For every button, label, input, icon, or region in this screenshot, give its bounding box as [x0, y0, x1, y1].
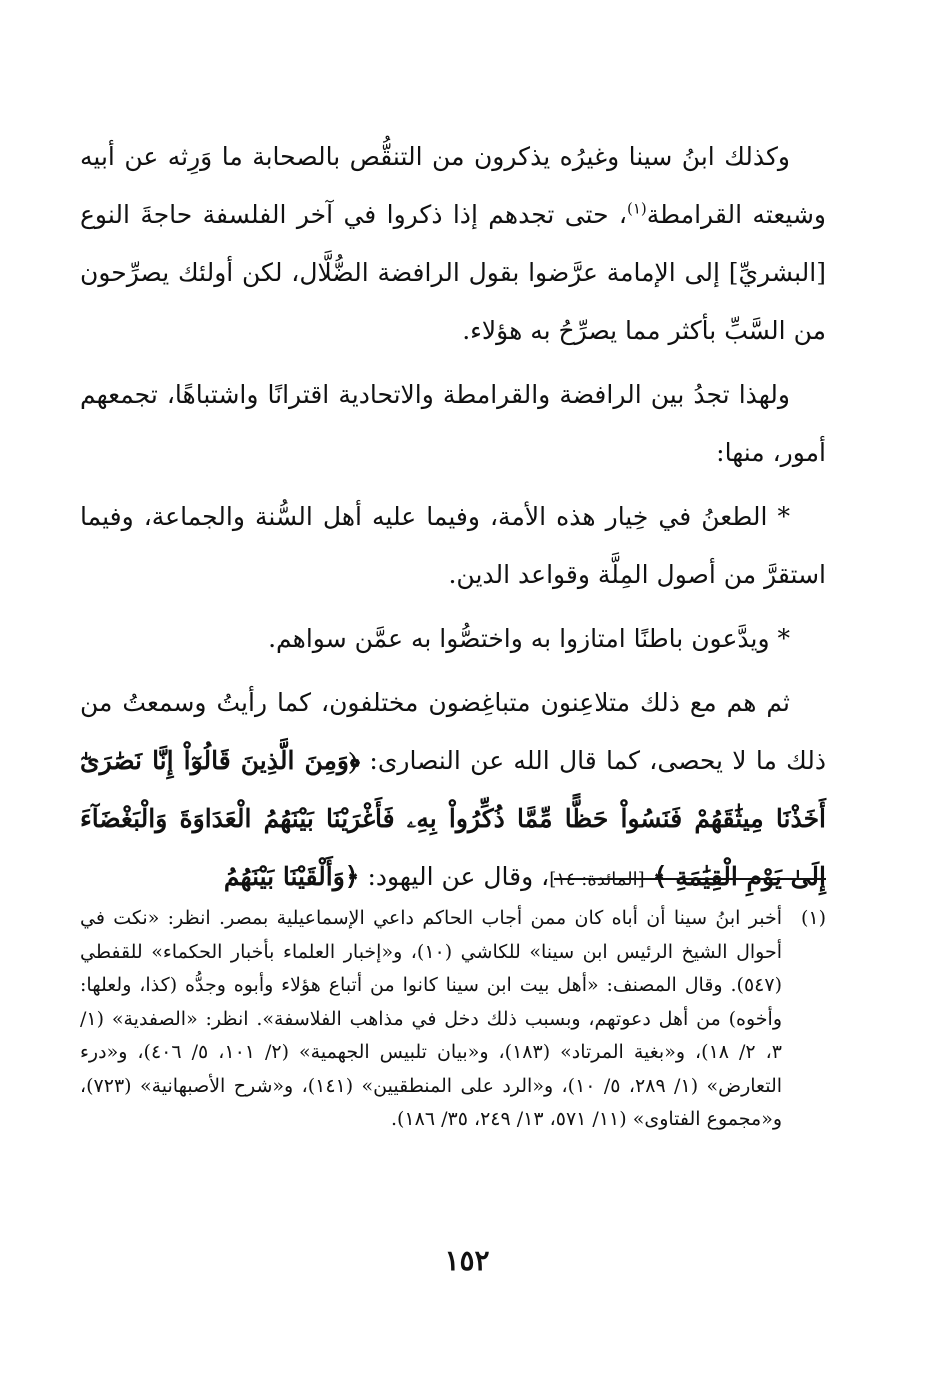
footnote-reference: (١) [627, 199, 647, 218]
footnote-1 [80, 902, 826, 1137]
paragraph-1-part2: ، حتى تجدهم إذا ذكروا في آخر الفلسفة حاجةَ النوع [البشريِّ] إلى الإمامة عرَّضوا بقول الرافضة الضُّلَّال، لكن أولئك يصرِّحون من السَّبِّ بأكثر مما يصرِّحُ به هؤلاء. [80, 200, 826, 345]
paragraph-5-intro: ثم هم مع ذلك متلاعِنون متباغِضون مختلفون، كما رأيتُ وسمعتُ من ذلك ما لا يحصى، كما قال الله عن النصارى: [80, 688, 826, 775]
paragraph-2-text: ولهذا تجدُ بين الرافضة والقرامطة والاتحادية اقترانًا واشتباهًا، تجمعهم أمور، منها: [80, 380, 826, 467]
quran-bracket-open-2: ﴿ [344, 862, 360, 891]
footnote-text: أخبر ابنُ سينا أن أباه كان ممن أجاب الحاكم داعي الإسماعيلية بمصر. انظر: «نكت في أحوال الشيخ الرئيس ابن سينا» للكاشي (١٠)، و«إخبار العلماء بأخبار الحكماء» للقفطي (٥٤٧). وقال المصنف: «أهل بيت ابن سينا كانوا من أتباع هؤلاء وأبوه وجدُّه (كذا، ولعلها: وأخوه) من أهل دعوتهم، وبسبب ذلك دخل في مذاهب الفلاسفة». انظر: «الصفدية» (١/ ٣، ٢/ ١٨)، و«بغية المرتاد» (١٨٣)، و«بيان تلبيس الجهمية» (٢/ ١٠١، ٥/ ٤٠٦)، و«درء التعارض» (١/ ٢٨٩، ٥/ ١٠)، و«الرد على المنطقيين» (١٤١)، و«شرح الأصبهانية» (٧٢٣)، و«مجموع الفتاوى» (١١/ ٥٧١، ١٣/ ٢٤٩، ٣٥/ ١٨٦). [80, 907, 783, 1130]
paragraph-1-part1: وكذلك ابنُ سينا وغيرُه يذكرون من التنقُّص بالصحابة ما وَرِثه عن أبيه وشيعته القرامطة [80, 142, 826, 229]
paragraph-2 [80, 366, 826, 482]
quran-verse-2: وَأَلْقَيْنَا بَيْنَهُمُ [223, 862, 345, 891]
footnote-separator [554, 878, 826, 880]
footnotes [80, 902, 826, 1137]
paragraph-4 [80, 610, 826, 668]
quran-verse-1: وَمِنَ الَّذِينَ قَالُوٓاْ إِنَّا نَصَٰرَىٰٓ أَخَذْنَا مِيثَٰقَهُمْ فَنَسُواْ حَظًّا مِّمَّا ذُكِّرُواْ بِهِۦ فَأَغْرَيْنَا بَيْنَهُمُ الْعَدَاوَةَ وَالْبَغْضَآءَ إِلَىٰ يَوْمِ الْقِيَٰمَةِ [80, 746, 826, 891]
footnote-number: (١) [800, 907, 826, 929]
quran-bracket-close: ﴾ [652, 862, 668, 891]
page-number: ١٥٢ [444, 1244, 490, 1277]
paragraph-3-text: الطعنُ في خِيار هذه الأمة، وفيما عليه أهل السُّنة والجماعة، وفيما استقرَّ من أصول المِلَّة وقواعد الدين. [80, 502, 826, 589]
paragraph-1 [80, 128, 826, 360]
bullet-star-icon: * [777, 502, 790, 531]
paragraph-4-text: ويدَّعون باطنًا امتازوا به واختصُّوا به عمَّن سواهم. [268, 624, 770, 653]
paragraph-5 [80, 674, 826, 909]
paragraph-3 [80, 488, 826, 604]
quran-bracket-open: ﴿ [349, 746, 361, 775]
paragraph-5-mid: ، وقال عن اليهود: [367, 862, 550, 891]
verse-reference: [المائدة: ١٤] [549, 869, 645, 890]
main-text [80, 128, 826, 909]
bullet-star-icon: * [777, 624, 790, 653]
